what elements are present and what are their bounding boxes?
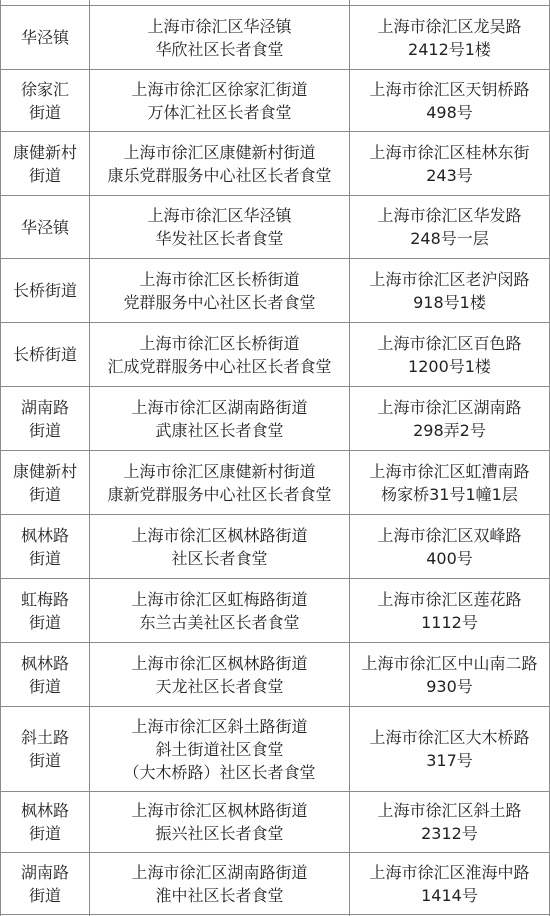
canteen-name-cell: 上海市徐汇区湖南路街道 武康社区长者食堂: [131, 397, 308, 440]
canteen-name-cell: 上海市徐汇区枫林路街道 社区长者食堂: [131, 525, 308, 568]
address-cell: 上海市徐汇区桂林东街 243号: [369, 142, 530, 185]
district-cell: 枫林路 街道: [20, 801, 69, 843]
canteen-name-cell: 上海市徐汇区康健新村街道 康乐党群服务中心社区长者食堂: [107, 142, 332, 185]
address-cell: 上海市徐汇区淮海中路 1414号: [369, 862, 530, 905]
canteen-name-cell: 上海市徐汇区长桥街道 汇成党群服务中心社区长者食堂: [107, 333, 332, 376]
canteen-name-cell: 上海市徐汇区枫林路街道 天龙社区长者食堂: [131, 653, 308, 696]
canteen-name-cell: 上海市徐汇区长桥街道 党群服务中心社区长者食堂: [123, 269, 316, 312]
address-cell: 上海市徐汇区华发路 248号一层: [377, 206, 522, 248]
district-cell: 枫林路 街道: [20, 653, 69, 696]
district-cell: 枫林路 街道: [20, 525, 69, 568]
address-cell: 上海市徐汇区湖南路 298弄2号: [377, 397, 522, 440]
canteen-name-cell: 上海市徐汇区华泾镇 华欣社区长者食堂: [147, 16, 292, 59]
district-cell: 华泾镇: [20, 217, 69, 237]
address-cell: 上海市徐汇区老沪闵路 918号1楼: [369, 269, 530, 312]
address-cell: 上海市徐汇区斜土路 2312号: [377, 801, 522, 843]
address-cell: 上海市徐汇区双峰路 400号: [377, 525, 522, 568]
district-cell: 徐家汇 街道: [20, 79, 69, 122]
canteen-name-cell: 上海市徐汇区斜土路街道 斜土街道社区食堂 （大木桥路）社区长者食堂: [123, 716, 316, 782]
address-cell: 上海市徐汇区百色路 1200号1楼: [377, 333, 522, 376]
address-cell: 上海市徐汇区中山南二路 930号: [361, 653, 538, 696]
canteen-name-cell: 上海市徐汇区华泾镇 华发社区长者食堂: [147, 206, 292, 248]
row-divider: [0, 914, 550, 915]
district-cell: 长桥街道: [12, 345, 77, 364]
address-cell: 上海市徐汇区莲花路 1112号: [377, 589, 522, 632]
district-cell: 虹梅路 街道: [20, 589, 69, 632]
canteen-name-cell: 上海市徐汇区虹梅路街道 东兰古美社区长者食堂: [131, 589, 308, 632]
address-cell: 上海市徐汇区龙吴路 2412号1楼: [377, 16, 522, 59]
canteen-name-cell: 上海市徐汇区徐家汇街道 万体汇社区长者食堂: [131, 79, 308, 122]
district-cell: 康健新村 街道: [12, 142, 77, 185]
district-cell: 康健新村 街道: [12, 461, 77, 504]
district-cell: 斜土路 街道: [20, 728, 69, 770]
address-cell: 上海市徐汇区天钥桥路 498号: [369, 79, 530, 122]
canteen-name-cell: 上海市徐汇区枫林路街道 振兴社区长者食堂: [131, 801, 308, 843]
canteen-name-cell: 上海市徐汇区康健新村街道 康新党群服务中心社区长者食堂: [107, 461, 332, 504]
canteen-name-cell: 上海市徐汇区湖南路街道 淮中社区长者食堂: [131, 862, 308, 905]
address-cell: 上海市徐汇区大木桥路 317号: [369, 728, 530, 770]
address-cell: 上海市徐汇区虹漕南路 杨家桥31号1幢1层: [369, 461, 530, 504]
district-cell: 华泾镇: [20, 28, 69, 47]
district-cell: 湖南路 街道: [20, 397, 69, 440]
district-cell: 湖南路 街道: [20, 862, 69, 905]
district-cell: 长桥街道: [12, 281, 77, 300]
